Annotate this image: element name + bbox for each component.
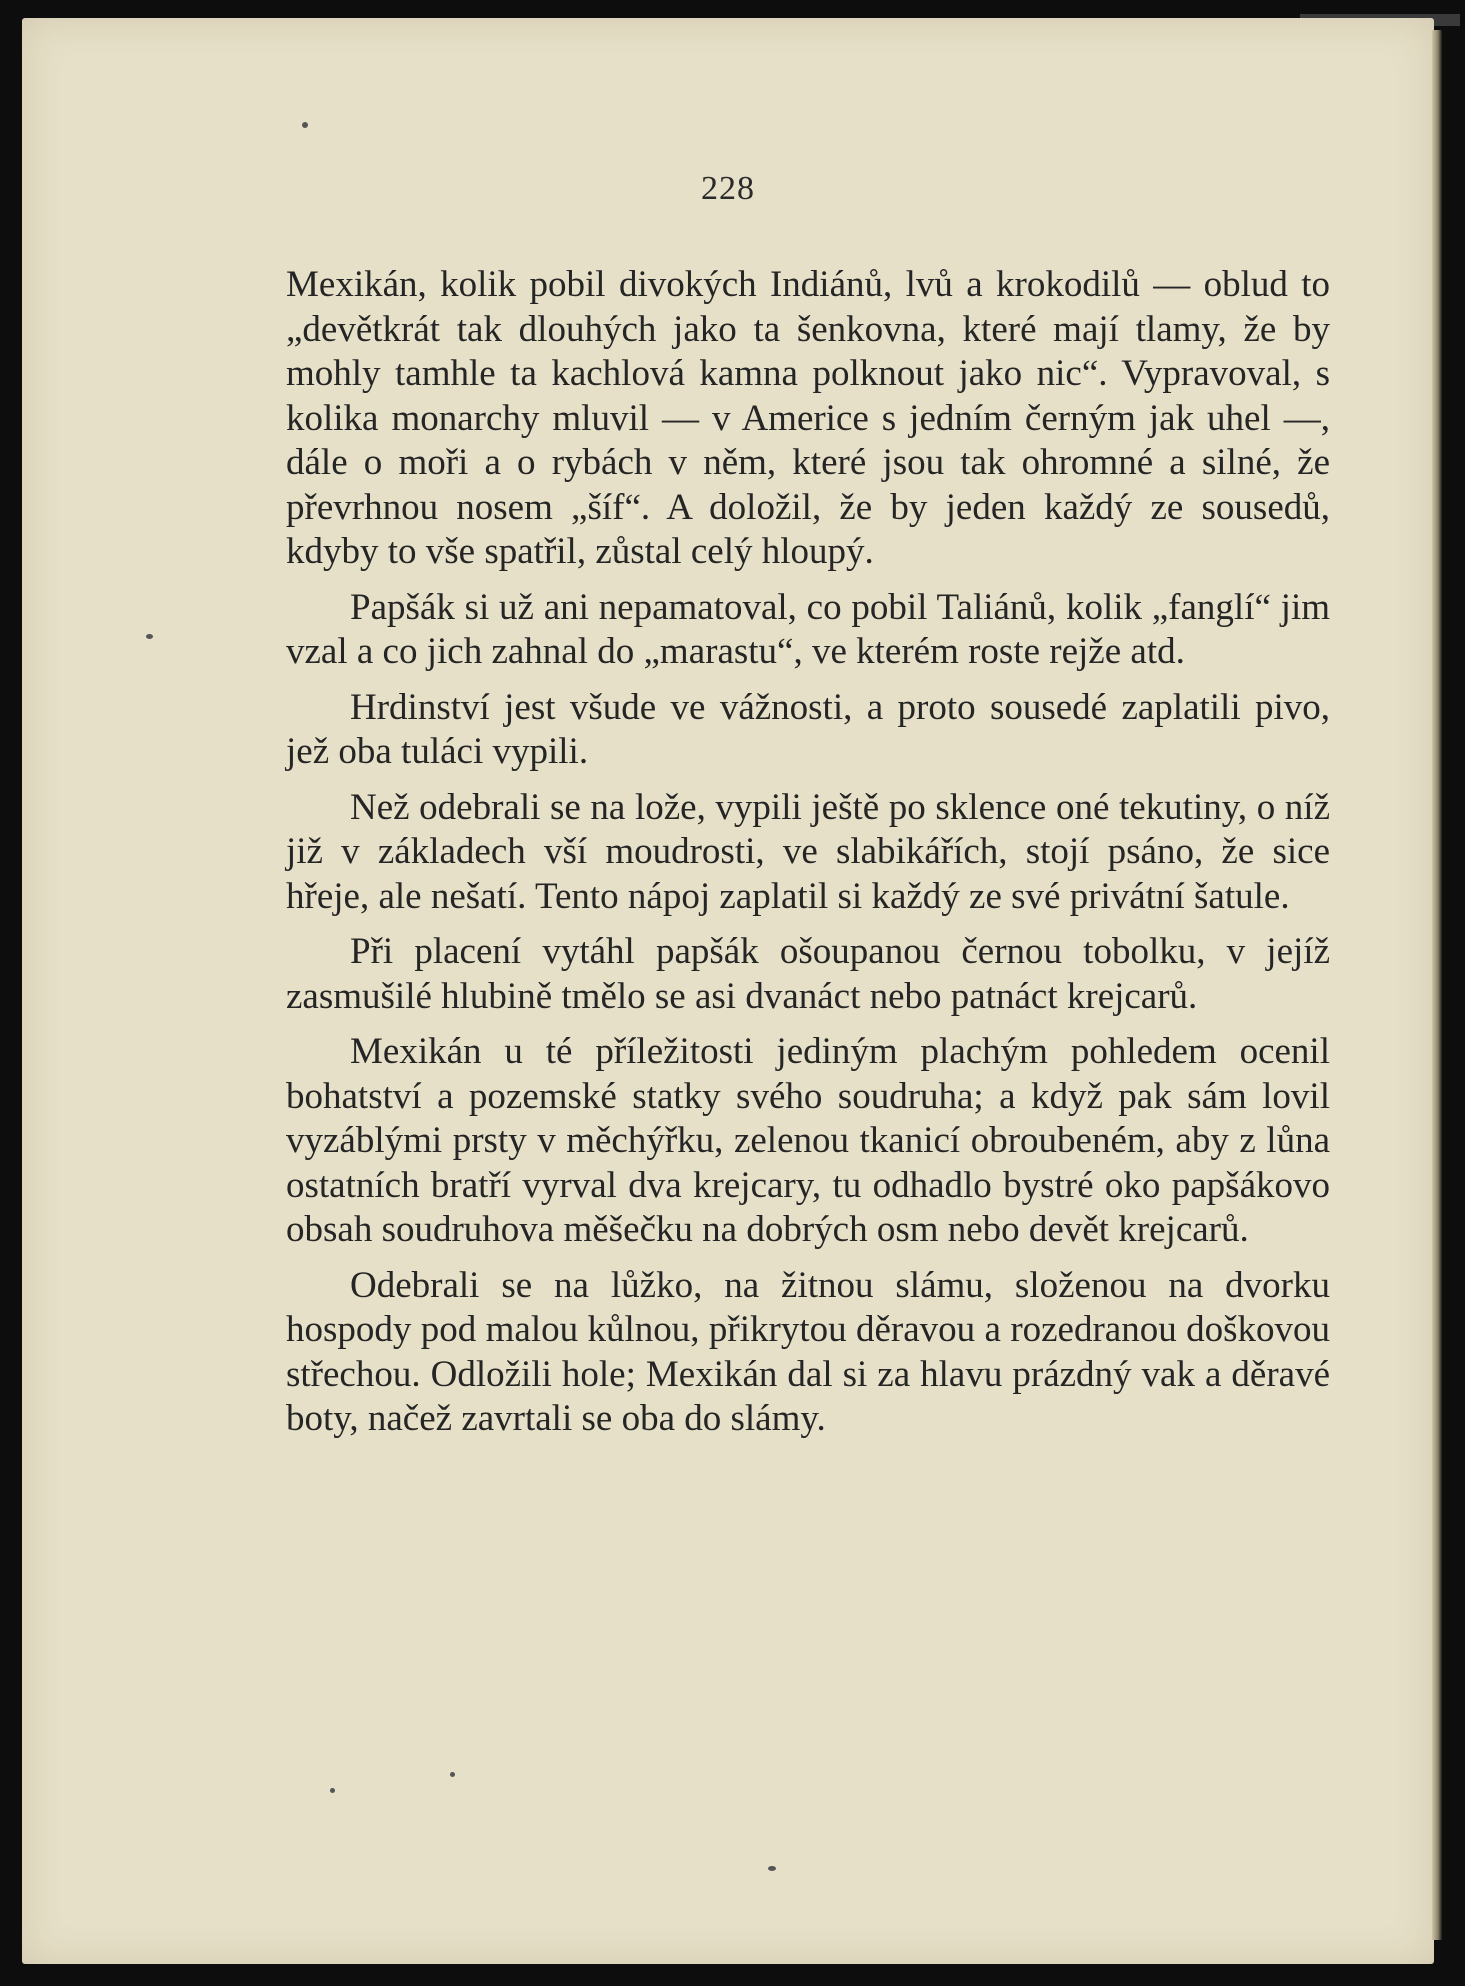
paragraph-7: Odebrali se na lůžko, na žitnou slámu, složenou na dvorku hospody pod malou kůlnou, přikrytou děravou a rozedranou doškovou střechou. Odložili hole; Mexikán dal si za hlavu prázdný vak a děravé boty, načež zavrtali se oba do slámy. — [286, 1264, 1330, 1439]
paper-speck — [768, 1866, 776, 1871]
paper-speck — [302, 122, 308, 128]
page-number: 228 — [701, 170, 755, 207]
paper-speck — [450, 1772, 455, 1777]
paragraph-2: Papšák si už ani nepamatoval, co pobil Taliánů, kolik „fanglí“ jim vzal a co jich zahnal do „marastu“, ve kterém roste rejže atd. — [286, 586, 1330, 672]
paper-speck — [146, 634, 153, 639]
paper-speck — [330, 1788, 335, 1793]
paragraph-6: Mexikán u té příležitosti jediným plachým pohledem ocenil bohatství a pozemské statky svého soudruha; a když pak sám lovil vyzáblými prsty v měchýřku, zelenou tkanicí obroubeném, aby z lůna ostatních bratří vyrval dva krejcary, tu odhadlo bystré oko papšákovo obsah soudruhova měšečku na dobrých osm nebo devět krejcarů. — [286, 1031, 1330, 1250]
book-page — [22, 18, 1434, 1964]
body-text — [286, 263, 1330, 1453]
page-edge — [1432, 30, 1442, 1940]
paragraph-3: Hrdinství jest všude ve vážnosti, a proto sousedé zaplatili pivo, jež oba tuláci vypili. — [286, 686, 1330, 772]
paragraph-4: Než odebrali se na lože, vypili ještě po sklence oné tekutiny, o níž již v základech vší moudrosti, ve slabikářích, stojí psáno, že sice hřeje, ale nešatí. Tento nápoj zaplatil si každý ze své privátní šatule. — [286, 786, 1330, 917]
paragraph-5: Při placení vytáhl papšák ošoupanou černou tobolku, v jejíž zasmušilé hlubině tmělo se asi dvanáct nebo patnáct krejcarů. — [286, 931, 1330, 1017]
paragraph-1: Mexikán, kolik pobil divokých Indiánů, lvů a krokodilů — oblud to „devětkrát tak dlouhých jako ta šenkovna, které mají tlamy, že by mohly tamhle ta kachlová kamna polknout jako nic“. Vypravoval, s kolika monarchy mluvil — v Americe s jedním černým jak uhel —, dále o moři a o rybách v něm, které jsou tak ohromné a silné, že převrhnou nosem „šíf“. A doložil, že by jeden každý ze sousedů, kdyby to vše spatřil, zůstal celý hloupý. — [286, 264, 1330, 572]
